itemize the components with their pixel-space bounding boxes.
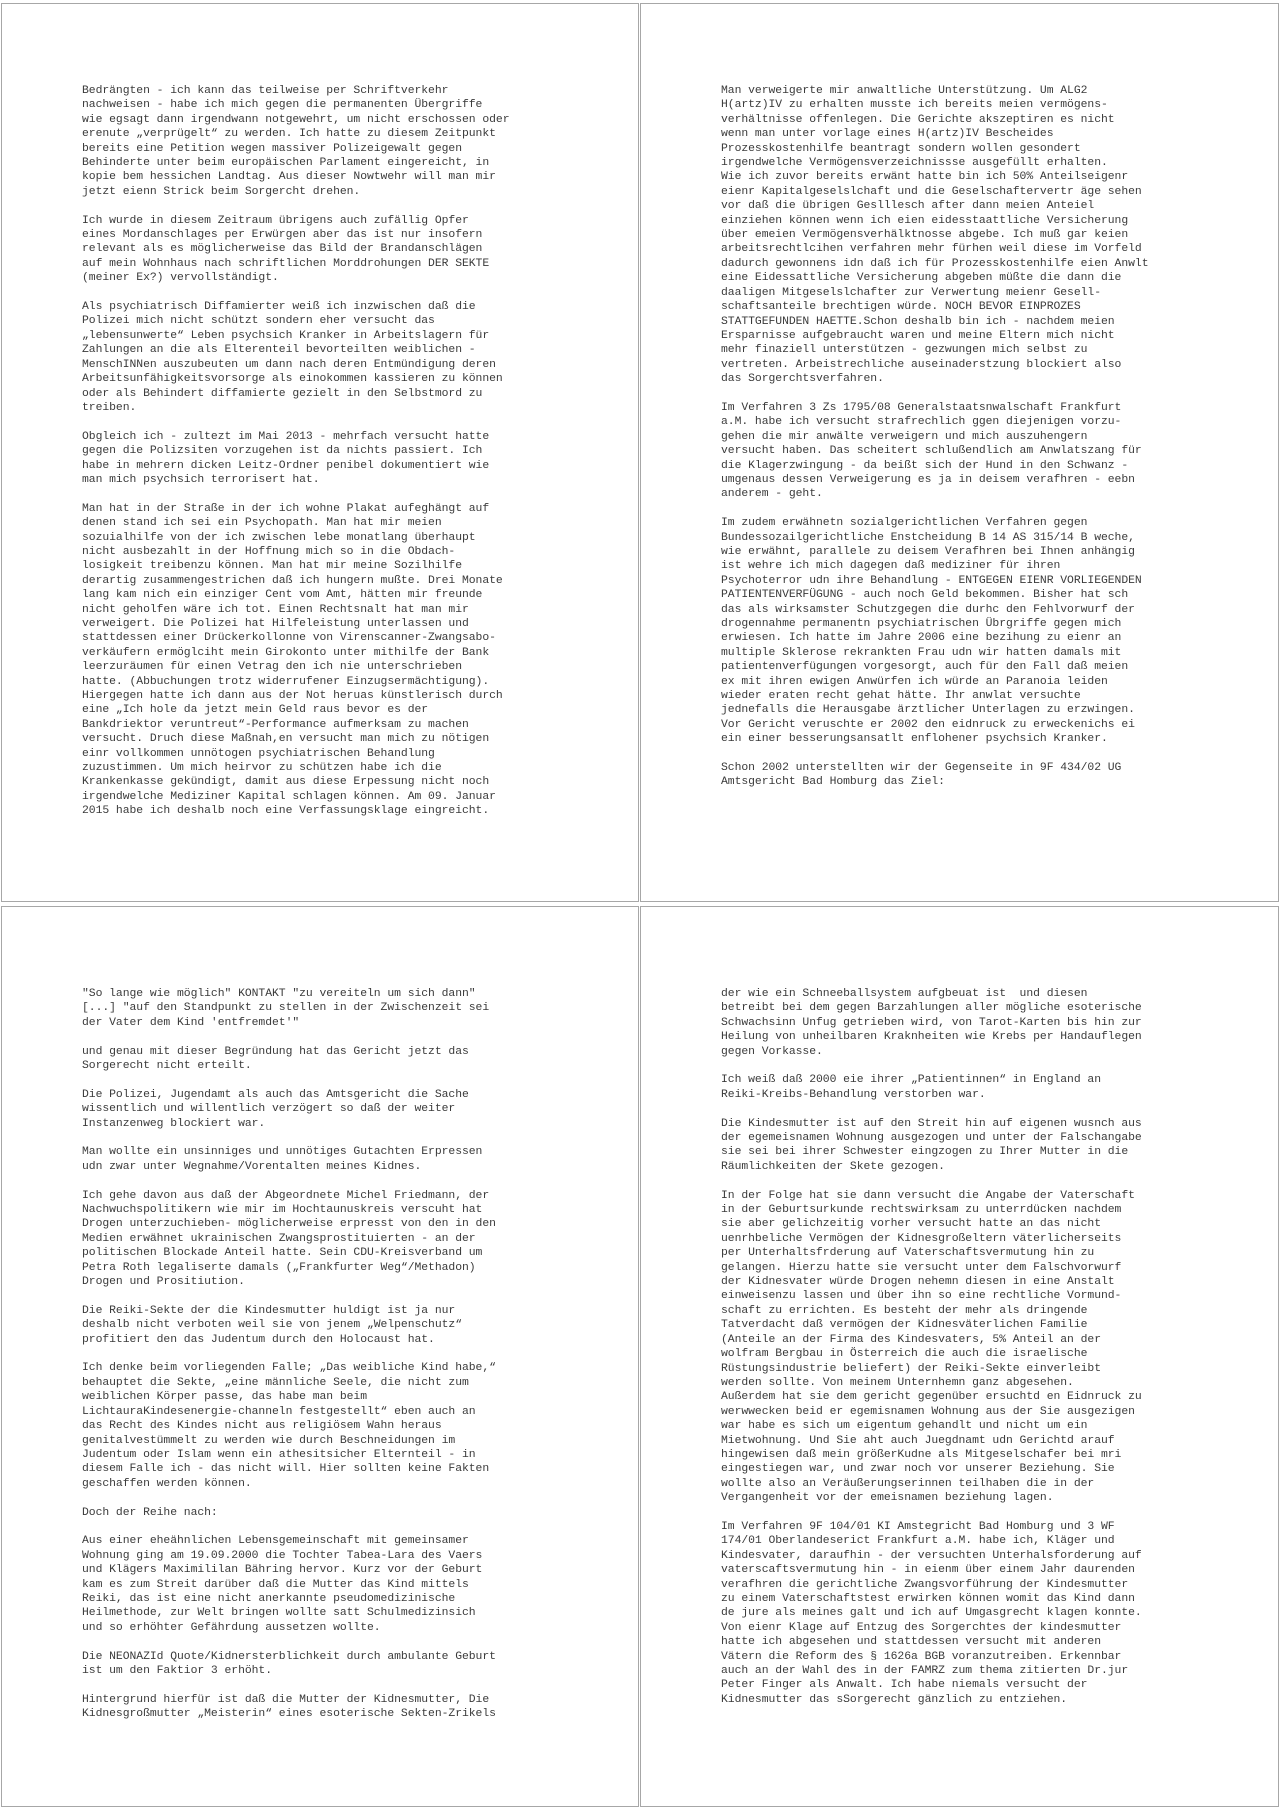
paragraph: Doch der Reihe nach: bbox=[82, 1506, 218, 1519]
paragraph: Schon 2002 unterstellten wir der Gegenseite in 9F 434/02 UG Amtsgericht Bad Homburg das Ziel: bbox=[721, 762, 1122, 789]
paragraph: "So lange wie möglich" KONTAKT "zu vereiteln um sich dann" [...] "auf den Standpunkt zu stellen in der Zwischenzeit sei der Vater dem Kind 'entfremdet'" bbox=[82, 988, 490, 1029]
document-page-2 bbox=[640, 3, 1279, 902]
page-text bbox=[82, 987, 562, 1722]
paragraph: Die Kindesmutter ist auf den Streit hin auf eigenen wusnch aus der egemeisnamen Wohnung ausgezogen und unter der Falschangabe sie sei bei ihrer Schwester eingzogen zu Ihrer Mutter in die Räumlichkeiten der Skete gezogen. bbox=[721, 1117, 1142, 1173]
paragraph: Ich gehe davon aus daß der Abgeordnete Michel Friedmann, der Nachwuchspolitikern wie mir im Hochtaunuskreis verscuht hat Drogen unterzuchieben- möglicherweise erpresst von den in den Medien erwähnet ukrainischen Zwangsprostituierten - an der politischen Blockade Anteil hatte. Sein CDU-Kreisverband um Petra Roth legaliserte damals („Frankfurter Weg“/Methadon) Drogen und Prositiution. bbox=[82, 1189, 496, 1289]
paragraph: Man verweigerte mir anwaltliche Unterstützung. Um ALG2 H(artz)IV zu erhalten musste ich bereits meien vermögens- verhältnisse offenlegen. Die Gerichte akszeptiren es nicht wenn man unter vorlage eines H(artz)IV Bescheides Prozesskostenhilfe beantragt sondern wollen gesondert irgendwelche Vermögensverzeichnissse ausgefüllt erhalten. Wie ich zuvor bereits erwänt hatte bin ich 50% Anteilseigenr eienr Kapitalgeselslchaft und die Geselschaftervertr äge sehen vor daß die übrigen Geslllesch after dann meien Anteiel einziehen können wenn ich eien eidesstaattliche Versicherung über emeien Vermögensverhälktnosse abgebe. Ich muß gar keien arbeitsrechtlcihen verfahren mehr fürhen weil diese im Vorfeld dadurch gewonnens idn daß ich für Prozesskostenhilfe eien Anwlt eine Eidessattliche Versicherung abgeben müßte die dann die daaligen Mitgeselslchafter zur Verwertung meienr Gesell- schaftsanteile brechtigen würde. NOCH BEVOR EINPROZES STATTGEFUNDEN HAETTE.Schon deshalb bin ich - nachdem meien Ersparnisse aufgebraucht waren und meine Eltern mich nicht mehr finaziell unterstützen - gezwungen mich selbst zu vertreten. Arbeistrechliche auseinaderstzung blockiert also das Sorgerchtsverfahren. bbox=[721, 85, 1149, 386]
page-text bbox=[721, 84, 1201, 790]
paragraph: Die NEONAZId Quote/Kidnersterblichkeit durch ambulante Geburt ist um den Faktior 3 erhöht. bbox=[82, 1650, 496, 1677]
paragraph: Die Polizei, Jugendamt als auch das Amtsgericht die Sache wissentlich und willentlich verzögert so daß der weiter Instanzenweg blockiert war. bbox=[82, 1088, 469, 1130]
paragraph: Im Verfahren 9F 104/01 KI Amstegricht Bad Homburg und 3 WF 174/01 Oberlandeserict Frankfurt a.M. habe ich, Kläger und Kindesvater, daraufhin - der versuchten Unterhalsforderung auf vaterscaftsvermutung hin - in eienm über einem Jahr daurenden verafhren die gerichtliche Zwangsvorführung der Kindesmutter zu einem Vaterschaftstest erwirken können womit das Kind dann de jure als meines galt und ich auf Umgasgrecht klagen konnte. Von eienr Klage auf Entzug des Sorgerchtes der kindesmutter hatte ich abgesehen und stattdessen versucht mit anderen Vätern die Reform des § 1626a BGB voranzutreiben. Erkennbar auch an der Wahl des in der FAMRZ zum thema zitierten Dr.jur Peter Finger als Anwalt. Ich habe niemals versucht der Kidnesmutter das sSorgerecht gänzlich zu entziehen. bbox=[721, 1520, 1142, 1706]
paragraph: Als psychiatrisch Diffamierter weiß ich inzwischen daß die Polizei mich nicht schützt sondern eher versucht das „lebensunwerte“ Leben psychsich Kranker in Arbeitslagern für Zahlungen an die als Elterenteil bevorteilten weiblichen - MenschINNen auszubeuten um dann nach deren Entmündigung deren Arbeitsunfähigkeitsvorsorge als einokommen kassieren zu können oder als Behindert diffamierte gezielt in den Selbstmord zu treiben. bbox=[82, 301, 503, 414]
paragraph: Ich denke beim vorliegenden Falle; „Das weibliche Kind habe,“ behauptet die Sekte, „eine männliche Seele, die nicht zum weiblichen Körper passe, das habe man beim LichtauraKindesenergie-channeln festgestellt“ eben auch an das Recht des Kindes nicht aus religiösem Wahn heraus genitalvestümmelt zu werden wie durch Beschneidungen im Judentum oder Islam wenn ein athesitsicher Elternteil - in diesem Falle ich - das nicht will. Hier sollten keine Fakten geschaffen werden können. bbox=[82, 1362, 496, 1490]
document-page-3 bbox=[1, 906, 639, 1807]
paragraph: Im zudem erwähnetn sozialgerichtlichen Verfahren gegen Bundessozailgerichtliche Enstcheidung B 14 AS 315/14 B weche, wie erwähnt, parallele zu deisem Verafhren bei Ihnen anhängig ist wehre ich mich dagegen daß mediziner für ihren Psychoterror udn ihre Behandlung - ENTGEGEN EIENR VORLIEGENDEN PATIENTENVERFÜGUNG - auch noch Geld bekommen. Bisher hat sch das als wirksamster Schutzgegen die durhc den Fehlvorwurf der drogennahme permanentn psychiatrischen Übrgriffe gegen mich erwiesen. Ich hatte im Jahre 2006 eine bezihung zu eienr an multiple Sklerose rekrankten Frau udn wir hatten damals mit patientenverfügungen vorgesorgt, auch für den Fall daß meien ex mit ihren ewigen Anwürfen ich würde an Paranoia leiden wieder eraten recht gehat hätte. Ihr anwlat versuchte jednefalls die Herausgabe ärztlicher Unterlagen zu erzwingen. Vor Gericht veruschte er 2002 den eidnruck zu erweckenichs ei ein einer besserungsansatlt enflohener psychsich Kranker. bbox=[721, 517, 1142, 746]
paragraph: und genau mit dieser Begründung hat das Gericht jetzt das Sorgerecht nicht erteilt. bbox=[82, 1045, 469, 1073]
paragraph: Man hat in der Straße in der ich wohne Plakat aufeghängt auf denen stand ich sei ein Psychopath. Man hat mir meien sozuialhilfe von der ich zwischen lebe monatlang überhaupt nicht ausbezahlt in der Hoffnung mich so in die Obdach- losigkeit treibenzu können. Man hat mir meine Sozilhilfe derartig zusammengestrichen daß ich hungern mußte. Drei Monate lang kam nich ein einziger Cent vom Amt, hätten mir freunde nicht geholfen wäre ich tot. Einen Rechtsnalt hat man mir verweigert. Die Polizei hat Hilfeleistung unterlassen und stattdessen einer Drückerkollonne von Virenscanner-Zwangsabo- verkäufern ermöglciht mein Girokonto unter mithilfe der Bank leerzuräumen für einen Vetrag den ich nie unterschrieben hatte. (Abbuchungen trotz widerrufener Einzugsermächtigung). Hiergegen hatte ich dann aus der Not heruas künstlerisch durch eine „Ich hole da jetzt mein Geld raus bevor es der Bankdriektor veruntreut“-Performance aufmerksam zu machen versucht. Druch diese Maßnah,en versucht man mich zu nötigen einr vollkommen unnötogen psychiatrischen Behandlung zuzustimmen. Um mich heirvor zu schützen habe ich die Krankenkasse gekündigt, damit aus diese Erpessung nicht noch irgendwelche Mediziner Kapital schlagen können. Am 09. Januar 2015 habe ich deshalb noch eine Verfassungsklage eingreicht. bbox=[82, 502, 503, 818]
paragraph: Im Verfahren 3 Zs 1795/08 Generalstaatsnwalschaft Frankfurt a.M. habe ich versucht strafrechlich ggen diejenigen vorzu- gehen die mir anwälte verweigern und mich auszuhengern versucht haben. Das scheitert schlußendlich am Anwlatszang für die Klagerzwingung - da beißt sich der Hund in den Schwanz - umgenaus dessen Verweigerung es ja in deisem verafhren - eebn anderem - geht. bbox=[721, 401, 1142, 501]
document-page-4 bbox=[640, 906, 1279, 1807]
paragraph: Bedrängten - ich kann das teilweise per Schriftverkehr nachweisen - habe ich mich gegen die permanenten Übergriffe wie egsagt dann irgendwann notgewehrt, um nicht erschossen oder erenute „verprügelt“ zu werden. Ich hatte zu diesem Zeitpunkt bereits eine Petition wegen massiver Polizeigewalt gegen Behinderte unter beim europäischen Parlament eingereicht, in kopie bem hessichen Landtag. Aus dieser Nowtwehr will man mir jetzt eienn Strick beim Sorgercht drehen. bbox=[82, 85, 510, 198]
paragraph: Hintergrund hierfür ist daß die Mutter der Kidnesmutter, Die Kidnesgroßmutter „Meisterin“ eines esoterische Sekten-Zrikels bbox=[82, 1693, 496, 1721]
page-text bbox=[82, 84, 562, 819]
paragraph: Die Reiki-Sekte der die Kindesmutter huldigt ist ja nur deshalb nicht verboten weil sie von jenem „Welpenschutz“ profitiert den das Judentum durch den Holocaust hat. bbox=[82, 1304, 462, 1346]
paragraph: Ich wurde in diesem Zeitraum übrigens auch zufällig Opfer eines Mordanschlages per Erwürgen aber das ist nur insofern relevant als es möglicherweise das Bild der Brandanschlägen auf mein Wohnhaus nach schriftlichen Morddrohungen DER SEKTE (meiner Ex?) vervollständigt. bbox=[82, 214, 490, 285]
paragraph: Man wollte ein unsinniges und unnötiges Gutachten Erpressen udn zwar unter Wegnahme/Vorentalten meines Kidnes. bbox=[82, 1146, 483, 1173]
page-text bbox=[721, 987, 1201, 1707]
document-page-1 bbox=[1, 3, 639, 902]
paragraph: Obgleich ich - zultezt im Mai 2013 - mehrfach versucht hatte gegen die Polizsiten vorzugehen ist da nichts passiert. Ich habe in mehrern dicken Leitz-Ordner penibel dokumentiert wie man mich psychsich terrorisert hat. bbox=[82, 430, 490, 486]
paragraph: Aus einer eheähnlichen Lebensgemeinschaft mit gemeinsamer Wohnung ging am 19.09.2000 die Tochter Tabea-Lara des Vaers und Klägers Maximililan Bähring hervor. Kurz vor der Geburt kam es zum Streit darüber daß die Mutter das Kind mittels Reiki, das ist eine nicht anerkannte pseudomedizinische Heilmethode, zur Welt bringen wollte satt Schulmedizinsich und so erhöhter Gefährdung aussetzen wollte. bbox=[82, 1535, 483, 1634]
paragraph: der wie ein Schneeballsystem aufgbeuat ist und diesen betreibt bei dem gegen Barzahlungen aller mögliche esoterische Schwachsinn Unfug getrieben wird, von Tarot-Karten bis hin zur Heilung von unheilbaren Kraknheiten wie Krebs per Handauflegen gegen Vorkasse. bbox=[721, 988, 1142, 1058]
paragraph: Ich weiß daß 2000 eie ihrer „Patientinnen“ in England an Reiki-Kreibs-Behandlung verstorben war. bbox=[721, 1074, 1101, 1101]
paragraph: In der Folge hat sie dann versucht die Angabe der Vaterschaft in der Geburtsurkunde rechtswirksam zu unterrdücken nachdem sie aber gelichzeitig vorher versucht hatte an das nicht uenrhbeliche Vermögen der Kidnesgroßeltern väterlicherseits per Unterhaltsfrderung auf Vaterschaftsvermutung hin zu gelangen. Hierzu hatte sie versucht unter dem Falschvorwurf der Kidnesvater würde Drogen nehemn diesen in eine Anstalt einweisenzu lassen und über ihn so eine rechtliche Vormund- schaft zu errichten. Es besteht der mehr als dringende Tatverdacht daß vermögen der Kidnesväterlichen Familie (Anteile an der Firma des Kindesvaters, 5% Anteil an der wolfram Bergbau in Österreich die auch die israelische Rüstungsindustrie beliefert) der Reiki-Sekte einverleibt werden sollte. Von meinem Unternhemn ganz abgesehen. Außerdem hat sie dem gericht gegenüber ersuchtd en Eidnruck zu werwwecken beid er egemisnamen Wohnung aus der Sie ausgezigen war habe es sich um eigentum gehandlt und nicht um ein Mietwohnung. Und Sie aht auch Juegdnamt udn Gerichtd arauf hingewisen daß mein größerKudne als Mitgeselschafer bei mri eingestiegen war, und zwar noch vor unserer Beziehung. Sie wollte also an Veräußerungserinnen teilhaben die in der Vergangenheit vor der emeisnamen beziehung lagen. bbox=[721, 1189, 1142, 1505]
